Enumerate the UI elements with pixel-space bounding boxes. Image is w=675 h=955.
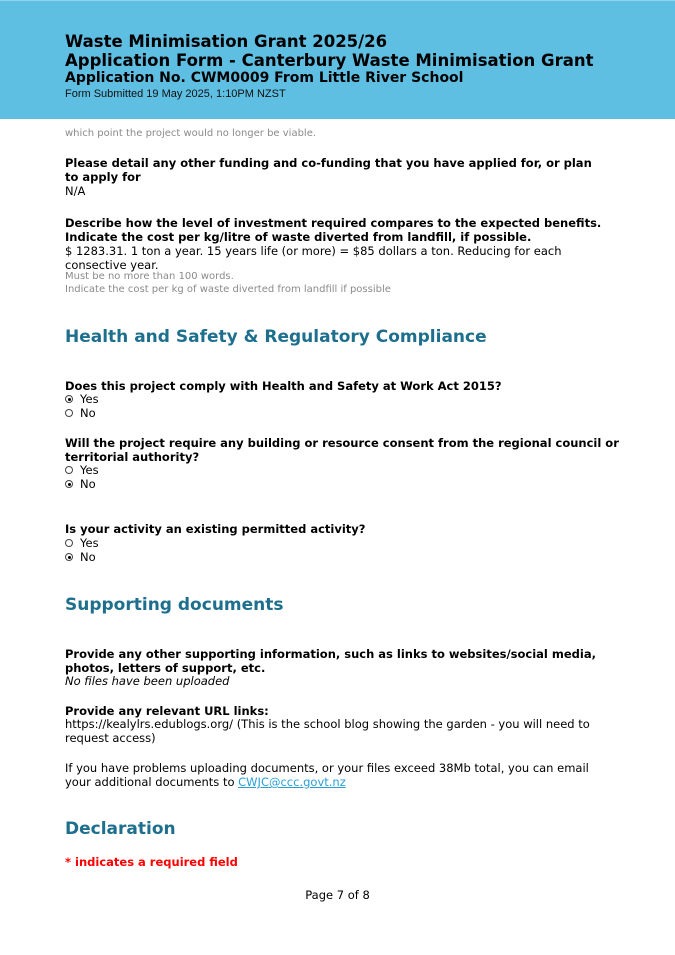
- option-label: No: [80, 477, 96, 491]
- radio-selected-icon[interactable]: [65, 480, 73, 488]
- submission-date: Form Submitted 19 May 2025, 1:10PM NZST: [65, 88, 286, 100]
- section-heading-health-safety: Health and Safety & Regulatory Compliance: [65, 327, 487, 347]
- section-heading-declaration: Declaration: [65, 819, 176, 839]
- hs-q3-option-yes[interactable]: [65, 536, 605, 550]
- hs-q3-option-no[interactable]: [65, 550, 605, 564]
- email-note-text: If you have problems uploading documents, or your files exceed 38Mb total, you can email your additional documents to: [65, 761, 589, 789]
- radio-unselected-icon[interactable]: [65, 466, 73, 474]
- supporting-info-answer: No files have been uploaded: [65, 674, 230, 688]
- supporting-info-question: Provide any other supporting information, such as links to websites/social media, photos, letters of support, etc.: [65, 647, 596, 675]
- form-title: Application Form - Canterbury Waste Minimisation Grant: [65, 51, 594, 70]
- hs-question-1: Does this project comply with Health and Safety at Work Act 2015?: [65, 379, 502, 393]
- page-number: Page 7 of 8: [305, 888, 370, 902]
- option-label: No: [80, 550, 96, 564]
- email-link[interactable]: CWJC@ccc.govt.nz: [238, 775, 346, 789]
- funding-question: Please detail any other funding and co-funding that you have applied for, or plan to apply for: [65, 156, 592, 184]
- hs-question-2: Will the project require any building or resource consent from the regional council or territorial authority?: [65, 436, 619, 464]
- radio-unselected-icon[interactable]: [65, 409, 73, 417]
- option-label: Yes: [80, 392, 99, 406]
- investment-question: Describe how the level of investment required compares to the expected benefits. Indicate the cost per kg/litre of waste diverted from landfill, if possible.: [65, 216, 602, 244]
- application-number: Application No. CWM0009 From Little River School: [65, 70, 464, 86]
- option-label: No: [80, 406, 96, 420]
- investment-hint-cost: Indicate the cost per kg of waste diverted from landfill if possible: [65, 284, 391, 295]
- option-label: Yes: [80, 463, 99, 477]
- url-question: Provide any relevant URL links:: [65, 704, 269, 718]
- radio-unselected-icon[interactable]: [65, 539, 73, 547]
- hs-q1-option-no[interactable]: [65, 406, 605, 420]
- hs-question-3: Is your activity an existing permitted activity?: [65, 522, 366, 536]
- investment-answer: $ 1283.31. 1 ton a year. 15 years life (or more) = $85 dollars a ton. Reducing for each consective year.: [65, 244, 562, 272]
- section-heading-supporting-documents: Supporting documents: [65, 595, 284, 615]
- url-answer: https://kealylrs.edublogs.org/ (This is the school blog showing the garden - you will need to request access): [65, 717, 590, 745]
- investment-hint-word-limit: Must be no more than 100 words.: [65, 271, 234, 282]
- radio-selected-icon[interactable]: [65, 553, 73, 561]
- carryover-text: which point the project would no longer be viable.: [65, 128, 317, 139]
- hs-q2-option-no[interactable]: [65, 477, 605, 491]
- form-header: [0, 0, 675, 119]
- grant-title: Waste Minimisation Grant 2025/26: [65, 32, 388, 51]
- radio-selected-icon[interactable]: [65, 395, 73, 403]
- hs-q2-option-yes[interactable]: [65, 463, 605, 477]
- required-field-note: * indicates a required field: [65, 855, 238, 869]
- hs-q1-option-yes[interactable]: [65, 392, 605, 406]
- option-label: Yes: [80, 536, 99, 550]
- email-note: [65, 761, 605, 789]
- funding-answer: N/A: [65, 184, 86, 198]
